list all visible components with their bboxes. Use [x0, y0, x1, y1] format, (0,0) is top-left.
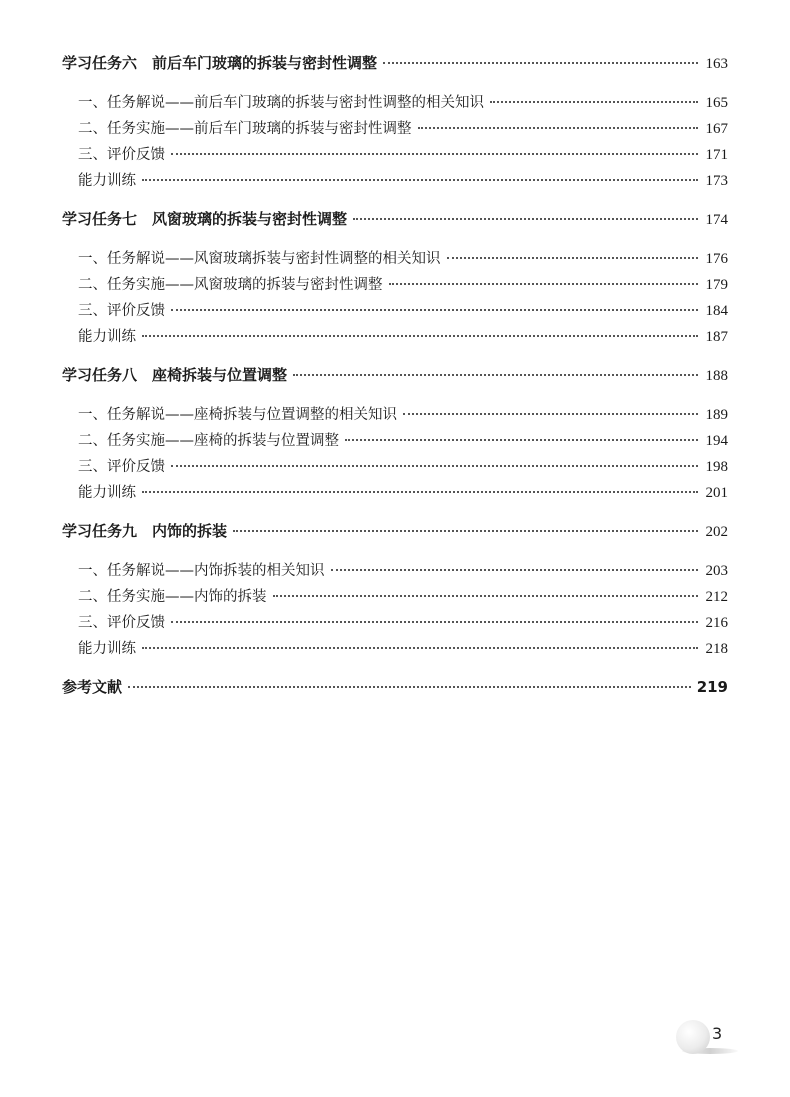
dot-leader: [403, 413, 698, 415]
section-title: 三、评价反馈: [78, 615, 165, 631]
dot-leader: [331, 569, 699, 571]
toc-section-group: [62, 403, 728, 507]
chapter-title: 学习任务七 风窗玻璃的拆装与密封性调整: [62, 210, 348, 228]
section-title: 二、任务实施——内饰的拆装: [78, 589, 267, 605]
chapter-title: 学习任务九 内饰的拆装: [62, 522, 228, 540]
section-page-number: 171: [705, 147, 728, 163]
toc-section[interactable]: [62, 637, 728, 663]
dot-leader: [142, 491, 698, 493]
references-title: 参考文献: [62, 678, 123, 696]
toc-section[interactable]: [62, 143, 728, 169]
section-page-number: 189: [705, 407, 728, 423]
section-page-number: 179: [705, 277, 728, 293]
toc-section[interactable]: [62, 611, 728, 637]
page-footer: [672, 1018, 740, 1058]
chapter-title: 学习任务八 座椅拆装与位置调整: [62, 366, 288, 384]
toc-section[interactable]: [62, 299, 728, 325]
dot-leader: [447, 257, 699, 259]
dot-leader: [293, 374, 698, 376]
dot-leader: [389, 283, 699, 285]
toc-chapter[interactable]: [62, 364, 728, 390]
toc-chapter[interactable]: [62, 52, 728, 78]
section-title: 二、任务实施——风窗玻璃的拆装与密封性调整: [78, 277, 383, 293]
toc-section[interactable]: [62, 273, 728, 299]
toc-section[interactable]: [62, 247, 728, 273]
chapter-page-number: 202: [705, 524, 728, 540]
section-page-number: 212: [705, 589, 728, 605]
section-page-number: 173: [705, 173, 728, 189]
dot-leader: [353, 218, 698, 220]
dot-leader: [142, 647, 698, 649]
references-page-number: 219: [696, 678, 728, 696]
section-title: 能力训练: [78, 485, 136, 501]
section-page-number: 187: [705, 329, 728, 345]
section-page-number: 203: [705, 563, 728, 579]
dot-leader: [142, 335, 698, 337]
section-page-number: 194: [705, 433, 728, 449]
dot-leader: [383, 62, 698, 64]
section-page-number: 201: [705, 485, 728, 501]
table-of-contents: [62, 52, 728, 715]
section-title: 一、任务解说——前后车门玻璃的拆装与密封性调整的相关知识: [78, 95, 484, 111]
dot-leader: [490, 101, 698, 103]
toc-section[interactable]: [62, 117, 728, 143]
section-title: 能力训练: [78, 329, 136, 345]
dot-leader: [171, 153, 698, 155]
chapter-page-number: 174: [705, 212, 728, 228]
section-title: 二、任务实施——前后车门玻璃的拆装与密封性调整: [78, 121, 412, 137]
toc-section[interactable]: [62, 559, 728, 585]
toc-references[interactable]: [62, 676, 728, 702]
chapter-page-number: 188: [705, 368, 728, 384]
section-title: 一、任务解说——风窗玻璃拆装与密封性调整的相关知识: [78, 251, 441, 267]
chapter-page-number: 163: [705, 56, 728, 72]
section-title: 能力训练: [78, 641, 136, 657]
chapter-title: 学习任务六 前后车门玻璃的拆装与密封性调整: [62, 54, 378, 72]
section-title: 三、评价反馈: [78, 459, 165, 475]
dot-leader: [171, 309, 698, 311]
section-title: 三、评价反馈: [78, 303, 165, 319]
toc-section[interactable]: [62, 91, 728, 117]
section-title: 三、评价反馈: [78, 147, 165, 163]
section-page-number: 176: [705, 251, 728, 267]
section-title: 能力训练: [78, 173, 136, 189]
toc-section[interactable]: [62, 403, 728, 429]
section-title: 二、任务实施——座椅的拆装与位置调整: [78, 433, 339, 449]
section-title: 一、任务解说——座椅拆装与位置调整的相关知识: [78, 407, 397, 423]
toc-section-group: [62, 247, 728, 351]
section-page-number: 165: [705, 95, 728, 111]
dot-leader: [345, 439, 698, 441]
section-page-number: 198: [705, 459, 728, 475]
toc-section[interactable]: [62, 325, 728, 351]
section-page-number: 218: [705, 641, 728, 657]
page-number: 3: [712, 1024, 723, 1043]
toc-section[interactable]: [62, 481, 728, 507]
toc-section[interactable]: [62, 455, 728, 481]
toc-chapter[interactable]: [62, 520, 728, 546]
dot-leader: [273, 595, 699, 597]
dot-leader: [171, 465, 698, 467]
section-page-number: 167: [705, 121, 728, 137]
toc-section-group: [62, 559, 728, 663]
footer-ball-decoration: [676, 1020, 710, 1054]
dot-leader: [142, 179, 698, 181]
section-page-number: 216: [705, 615, 728, 631]
dot-leader: [233, 530, 698, 532]
dot-leader: [418, 127, 699, 129]
toc-section[interactable]: [62, 169, 728, 195]
toc-chapter[interactable]: [62, 208, 728, 234]
section-page-number: 184: [705, 303, 728, 319]
section-title: 一、任务解说——内饰拆装的相关知识: [78, 563, 325, 579]
toc-section-group: [62, 91, 728, 195]
toc-section[interactable]: [62, 585, 728, 611]
dot-leader: [128, 686, 691, 688]
toc-section[interactable]: [62, 429, 728, 455]
dot-leader: [171, 621, 698, 623]
